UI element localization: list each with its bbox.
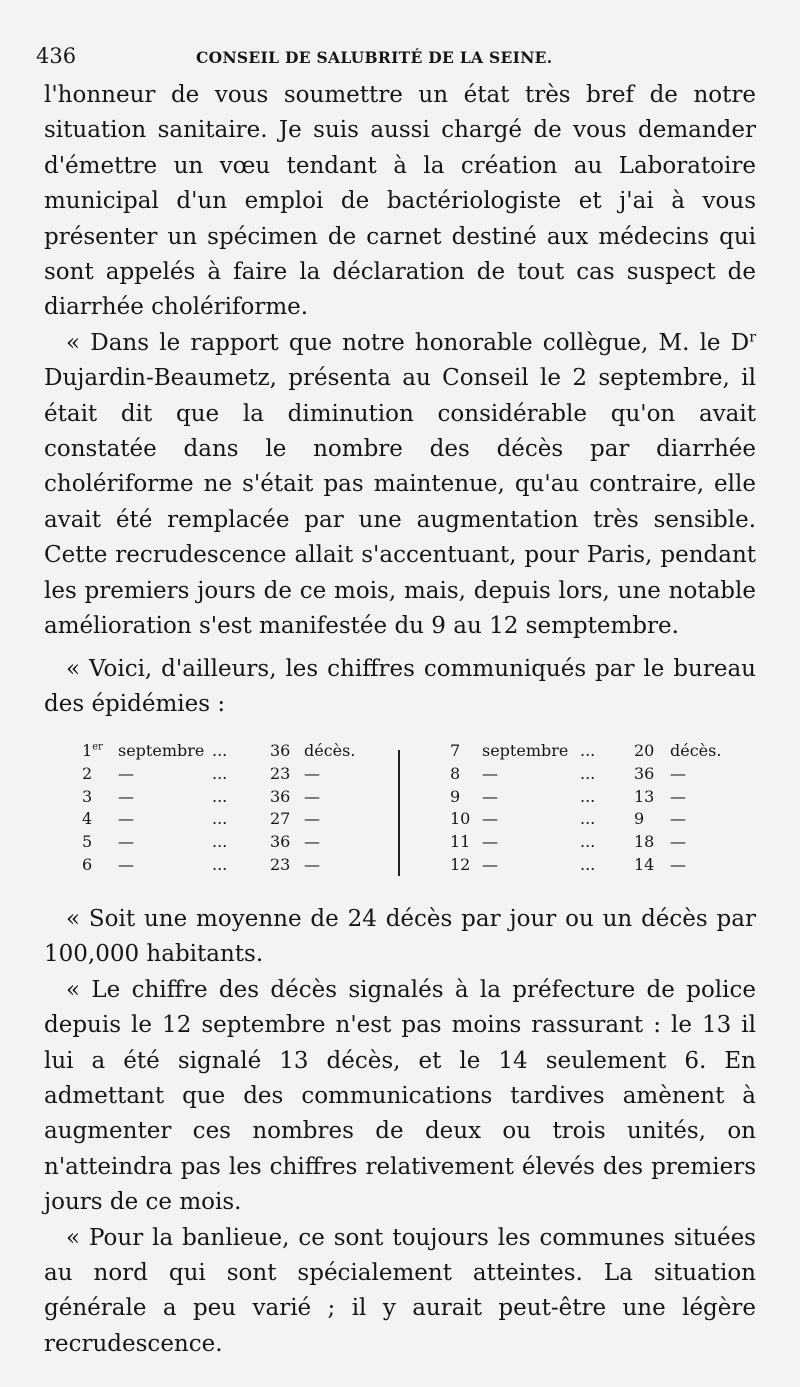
cell-dots: ... xyxy=(580,763,596,783)
cell-deaths: 27 xyxy=(270,809,291,829)
cell-month: septembre xyxy=(482,741,569,760)
cell-month: — xyxy=(482,786,498,806)
cell-dots: ... xyxy=(212,763,228,783)
cell-month: — xyxy=(482,854,498,874)
paragraph: l'honneur de vous soumettre un état très bref de notre situation sanitaire. Je suis aussi chargé de vous demander d'émettre un vœu tendant à la création au Laboratoire municipal d'un emploi de bactériologiste et j'ai à vous présenter un spécimen de carnet destiné aux médecins qui sont appelés à faire la déclaration de tout cas suspect de diarrhée cholériforme. xyxy=(44,82,756,321)
table-column-right xyxy=(400,740,722,877)
cell-unit: — xyxy=(304,832,320,852)
table-row xyxy=(80,808,380,831)
cell-dots: ... xyxy=(212,854,228,874)
cell-unit: — xyxy=(304,786,320,806)
table-row xyxy=(400,740,722,763)
table-row xyxy=(400,831,700,854)
cell-deaths: 9 xyxy=(634,809,645,829)
cell-day: 12 xyxy=(450,854,471,874)
cell-month: — xyxy=(118,763,134,783)
table-row xyxy=(80,831,380,854)
cell-day-superscript: er xyxy=(92,741,103,753)
cell-month: — xyxy=(482,763,498,783)
cell-day: 8 xyxy=(450,763,461,783)
text-block-bottom xyxy=(44,902,756,1362)
table-row xyxy=(80,740,380,763)
cell-month: — xyxy=(118,832,134,852)
cell-unit: — xyxy=(670,786,686,806)
cell-unit: — xyxy=(304,763,320,783)
cell-unit: — xyxy=(304,809,320,829)
paragraph: « Voici, d'ailleurs, les chiffres communiqués par le bureau des épidémies : xyxy=(44,656,756,718)
cell-dots: ... xyxy=(580,741,596,760)
cell-day: 9 xyxy=(450,786,461,806)
table-row xyxy=(400,786,700,809)
cell-dots: ... xyxy=(212,809,228,829)
cell-month: — xyxy=(118,786,134,806)
cell-day: 4 xyxy=(82,809,93,829)
table-row xyxy=(400,763,700,786)
cell-day: 3 xyxy=(82,786,93,806)
cell-dots: ... xyxy=(212,741,228,760)
table-row xyxy=(80,854,380,877)
table-row xyxy=(400,808,700,831)
cell-day: 1er xyxy=(82,741,103,760)
cell-unit: décès. xyxy=(670,741,722,760)
cell-dots: ... xyxy=(580,832,596,852)
cell-month: — xyxy=(118,809,134,829)
cell-month: — xyxy=(118,854,134,874)
cell-deaths: 20 xyxy=(634,741,655,760)
paragraph: « Pour la banlieue, ce sont toujours les communes situées au nord qui sont spécialement atteintes. La situation générale a peu varié ; il y aurait peut-être une légère recrudescence. xyxy=(44,1224,756,1357)
cell-unit: — xyxy=(304,854,320,874)
table-row xyxy=(400,854,700,877)
cell-deaths: 36 xyxy=(270,741,291,760)
cell-month: — xyxy=(482,809,498,829)
cell-day: 2 xyxy=(82,763,93,783)
cell-deaths: 36 xyxy=(270,786,291,806)
cell-dots: ... xyxy=(580,809,596,829)
cell-unit: — xyxy=(670,832,686,852)
cell-day: 10 xyxy=(450,809,471,829)
table-row xyxy=(80,763,380,786)
cell-deaths: 23 xyxy=(270,854,291,874)
cell-day: 5 xyxy=(82,832,93,852)
cell-day: 6 xyxy=(82,854,93,874)
cell-unit: — xyxy=(670,763,686,783)
page-header xyxy=(36,38,756,72)
paragraph: « Le chiffre des décès signalés à la préfecture de police depuis le 12 septembre n'est pas moins rassurant : le 13 il lui a été signalé 13 décès, et le 14 seulement 6. En admettant que des communications tardives amènent à augmenter ces nombres de deux ou trois unités, on n'atteindra pas les chiffres relativement élevés des premiers jours de ce mois. xyxy=(44,976,756,1216)
cell-unit: — xyxy=(670,809,686,829)
running-title: CONSEIL DE SALUBRITÉ DE LA SEINE. xyxy=(196,48,553,67)
cell-dots: ... xyxy=(580,786,596,806)
paragraph: « Soit une moyenne de 24 décès par jour ou un décès par 100,000 habitants. xyxy=(44,906,756,968)
cell-unit: décès. xyxy=(304,741,356,760)
cell-dots: ... xyxy=(212,786,228,806)
page-number: 436 xyxy=(36,44,77,68)
cell-deaths: 36 xyxy=(270,832,291,852)
cell-dots: ... xyxy=(212,832,228,852)
table-row xyxy=(80,786,380,809)
cell-deaths: 18 xyxy=(634,832,655,852)
cell-day: 7 xyxy=(450,741,461,760)
table-intro xyxy=(44,652,756,723)
cell-deaths: 36 xyxy=(634,763,655,783)
cell-deaths: 14 xyxy=(634,854,655,874)
superscript: r xyxy=(749,329,756,346)
cell-month: — xyxy=(482,832,498,852)
cell-deaths: 13 xyxy=(634,786,655,806)
cell-unit: — xyxy=(670,854,686,874)
paragraph: « Dans le rapport que notre honorable collègue, M. le $D^r$ Dujardin-Beaumetz, présenta au Conseil le 2 septembre, il était dit que la diminution considérable qu'on avait constatée dans le nombre des décès par diarrhée cholériforme ne s'était pas maintenue, qu'au contraire, elle avait été remplacée par une augmentation très sensible. Cette recrudescence allait s'accentuant, pour Paris, pendant les premiers jours de ce mois, mais, depuis lors, une notable amélioration s'est manifestée du 9 au 12 semptembre. xyxy=(44,329,756,640)
cell-day: 11 xyxy=(450,832,471,852)
table-column-left xyxy=(80,740,380,877)
deaths-table xyxy=(80,740,720,890)
cell-dots: ... xyxy=(580,854,596,874)
cell-month: septembre xyxy=(118,741,205,760)
cell-deaths: 23 xyxy=(270,763,291,783)
text-block-top xyxy=(44,78,756,645)
